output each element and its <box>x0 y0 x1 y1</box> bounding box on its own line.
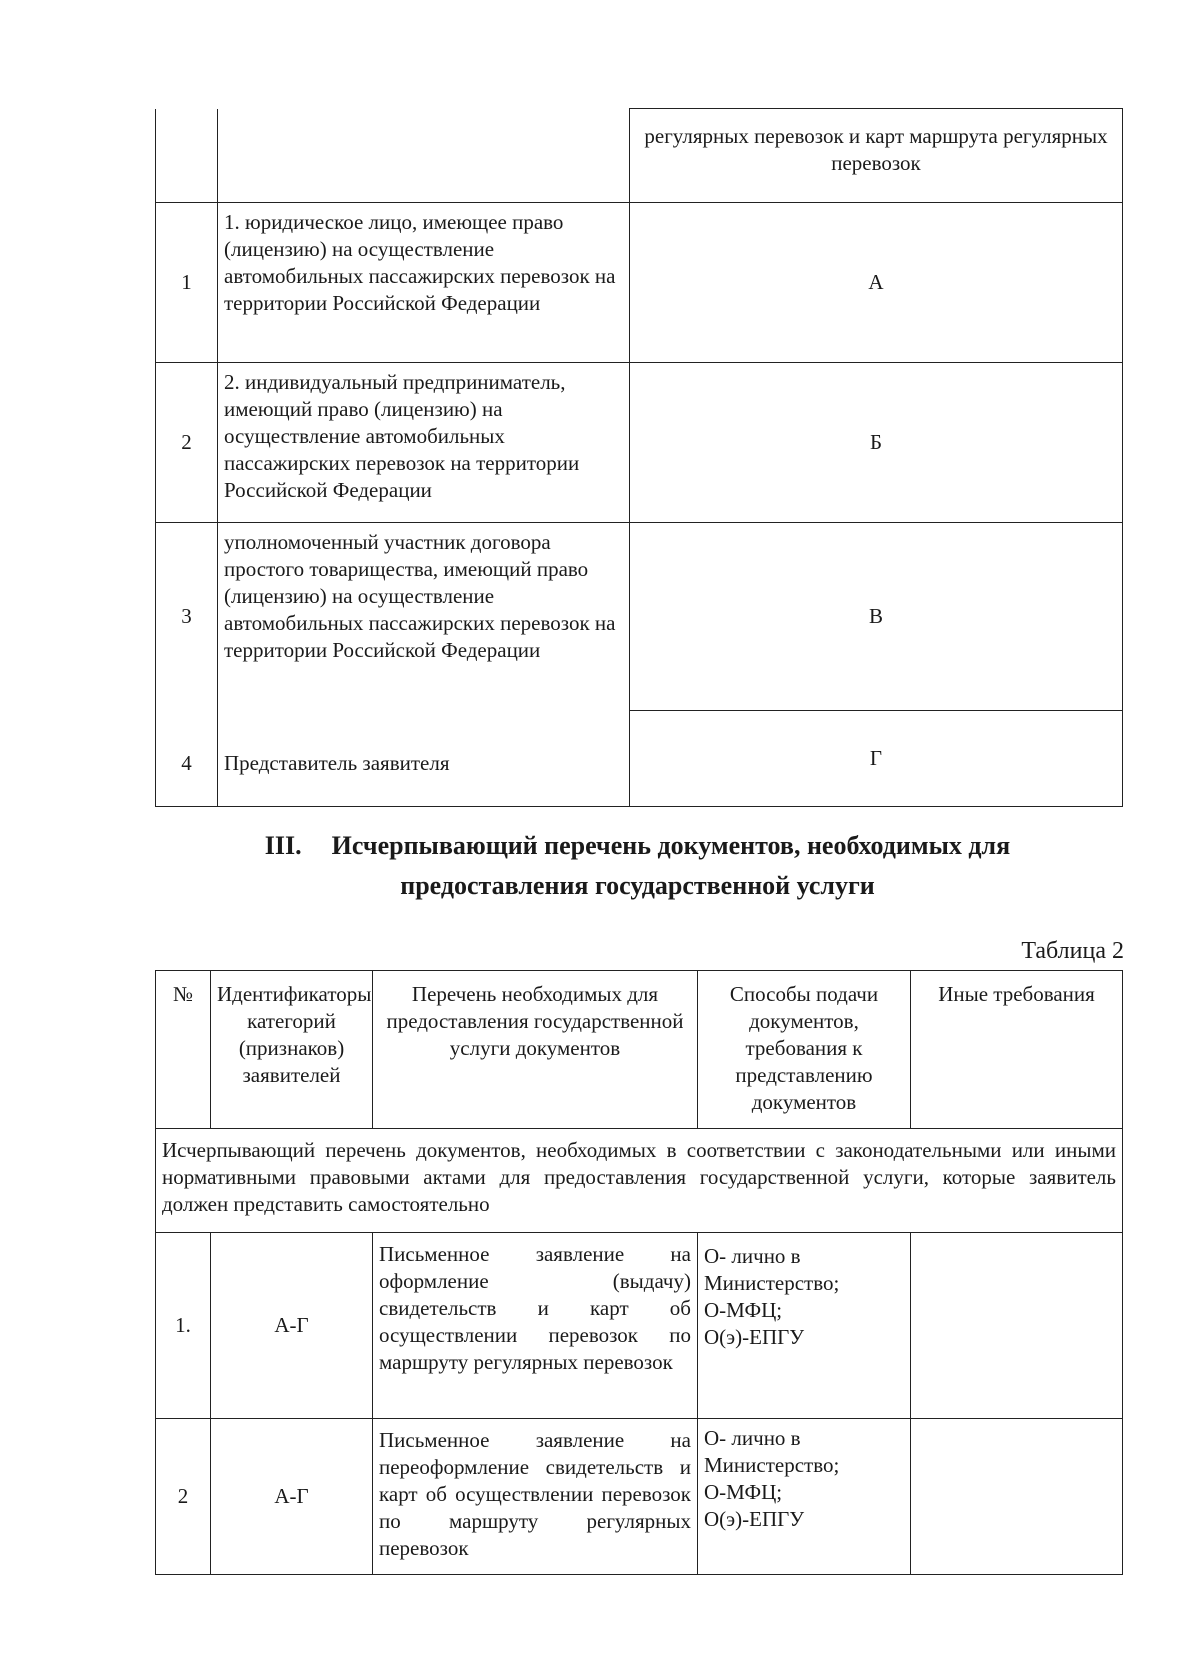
table-row <box>156 711 1123 807</box>
applicant-categories-table <box>155 108 1123 807</box>
table-row <box>156 363 1123 523</box>
table-row <box>156 1419 1123 1575</box>
methods-cell <box>698 1233 911 1419</box>
methods-cell <box>698 1419 911 1575</box>
row-number: 1. <box>156 1233 211 1419</box>
table-row <box>156 203 1123 363</box>
continuation-cell: регулярных перевозок и карт маршрута регулярных перевозок <box>630 109 1123 203</box>
method-item: О- лично в Министерство; <box>704 1426 840 1477</box>
table-cell <box>156 109 218 203</box>
document-cell: Письменное заявление на переоформление свидетельств и карт об осуществлении перевозок по маршруту регулярных перевозок <box>373 1419 698 1575</box>
method-item: О(э)-ЕПГУ <box>704 1325 805 1349</box>
heading-line-2: предоставления государственной услуги <box>400 871 875 900</box>
other-requirements-cell <box>911 1233 1123 1419</box>
category-identifier: В <box>630 523 1123 711</box>
applicant-description: уполномоченный участник договора простого товарищества, имеющий право (лицензию) на осуществление автомобильных пассажирских перевозок на территории Российской Федерации <box>218 523 630 711</box>
row-number: 3 <box>156 523 218 711</box>
method-item: О- лично в Министерство; <box>704 1244 840 1295</box>
table-header-row <box>156 971 1123 1129</box>
table-row <box>156 1233 1123 1419</box>
applicant-description: 2. индивидуальный предприниматель, имеющий право (лицензию) на осуществление автомобильных пассажирских перевозок на территории Российской Федерации <box>218 363 630 523</box>
method-item: О-МФЦ; <box>704 1298 783 1322</box>
table-cell <box>218 109 630 203</box>
heading-line-1 <box>150 826 1125 866</box>
table-row <box>156 523 1123 711</box>
category-identifier: Б <box>630 363 1123 523</box>
heading-text-1: Исчерпывающий перечень документов, необходимых для <box>331 831 1011 860</box>
header-methods: Способы подачи документов, требования к представлению документов <box>698 971 911 1129</box>
category-cell: А-Г <box>211 1233 373 1419</box>
applicant-description: 1. юридическое лицо, имеющее право (лицензию) на осуществление автомобильных пассажирских перевозок на территории Российской Федерации <box>218 203 630 363</box>
header-identifiers: Идентификаторы категорий (признаков) заявителей <box>211 971 373 1129</box>
table-row <box>156 109 1123 203</box>
category-identifier: А <box>630 203 1123 363</box>
applicant-description: Представитель заявителя <box>218 711 630 807</box>
row-number: 2 <box>156 363 218 523</box>
document-cell: Письменное заявление на оформление (выдачу) свидетельств и карт об осуществлении перевозок по маршруту регулярных перевозок <box>373 1233 698 1419</box>
section-number: III. <box>264 831 302 860</box>
other-requirements-cell <box>911 1419 1123 1575</box>
table-row <box>156 1129 1123 1233</box>
method-item: О(э)-ЕПГУ <box>704 1507 805 1531</box>
category-identifier: Г <box>630 711 1123 807</box>
header-documents: Перечень необходимых для предоставления государственной услуги документов <box>373 971 698 1129</box>
section-heading <box>150 826 1125 906</box>
documents-table <box>155 970 1123 1575</box>
header-num: № <box>156 971 211 1129</box>
section-description-row: Исчерпывающий перечень документов, необходимых в соответствии с законодательными или иными нормативными правовыми актами для предоставления государственной услуги, которые заявитель должен представить самостоятельно <box>156 1129 1123 1233</box>
row-number: 2 <box>156 1419 211 1575</box>
category-cell: А-Г <box>211 1419 373 1575</box>
method-item: О-МФЦ; <box>704 1480 783 1504</box>
row-number: 4 <box>156 711 218 807</box>
table-caption: Таблица 2 <box>1021 938 1124 964</box>
header-other: Иные требования <box>911 971 1123 1129</box>
row-number: 1 <box>156 203 218 363</box>
